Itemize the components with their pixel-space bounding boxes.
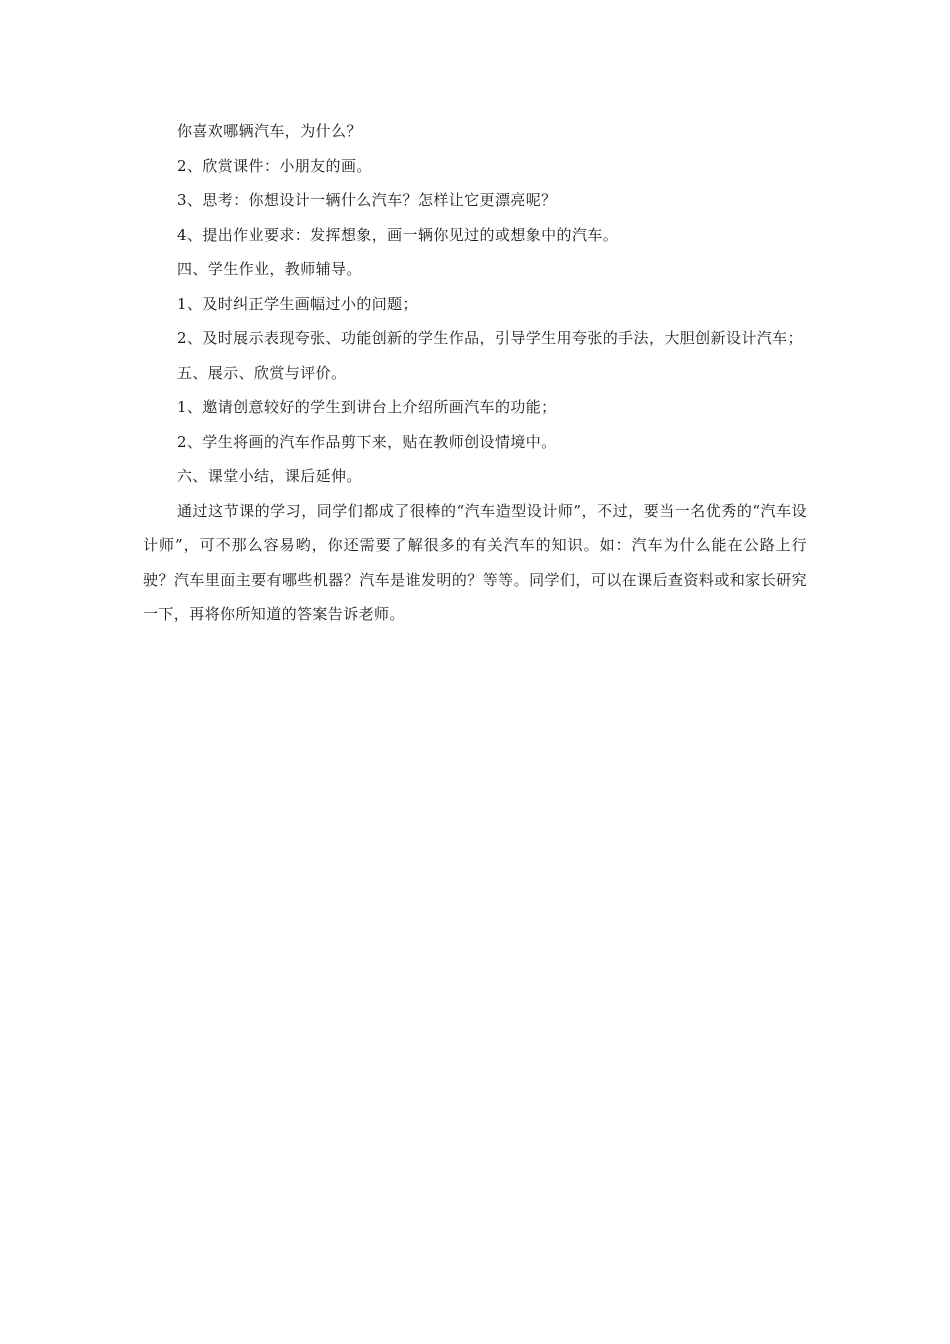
paragraph-item-1: 1、及时纠正学生画幅过小的问题；: [177, 294, 418, 313]
document-body: [143, 114, 807, 632]
paragraph-question: 你喜欢哪辆汽车，为什么？: [177, 122, 362, 140]
paragraph-step-4: 4、提出作业要求：发挥想象，画一辆你见过的或想象中的汽车。: [177, 225, 619, 244]
section-heading-5: 五、展示、欣赏与评价。: [177, 363, 347, 382]
paragraph-summary: 通过这节课的学习，同学们都成了很棒的“汽车造型设计师”，不过，要当一名优秀的“汽车设计师”，可不那么容易哟，你还需要了解很多的有关汽车的知识。如：汽车为什么能在公路上行驶？汽车里面主要有哪些机器？汽车是谁发明的？等等。同学们，可以在课后查资料或和家长研究一下，再将你所知道的答案告诉老师。: [143, 501, 807, 623]
paragraph-step-3: 3、思考：你想设计一辆什么汽车？怎样让它更漂亮呢？: [177, 191, 557, 209]
paragraph-item-2: 2、及时展示表现夸张、功能创新的学生作品，引导学生用夸张的手法，大胆创新设计汽车；: [177, 329, 803, 347]
section-heading-6: 六、课堂小结，课后延伸。: [177, 467, 362, 485]
section-heading-4: 四、学生作业，教师辅导。: [177, 260, 362, 278]
paragraph-item-1b: 1、邀请创意较好的学生到讲台上介绍所画汽车的功能；: [177, 398, 557, 416]
paragraph-step-2: 2、欣赏课件：小朋友的画。: [177, 156, 372, 175]
paragraph-item-2b: 2、学生将画的汽车作品剪下来，贴在教师创设情境中。: [177, 432, 557, 451]
